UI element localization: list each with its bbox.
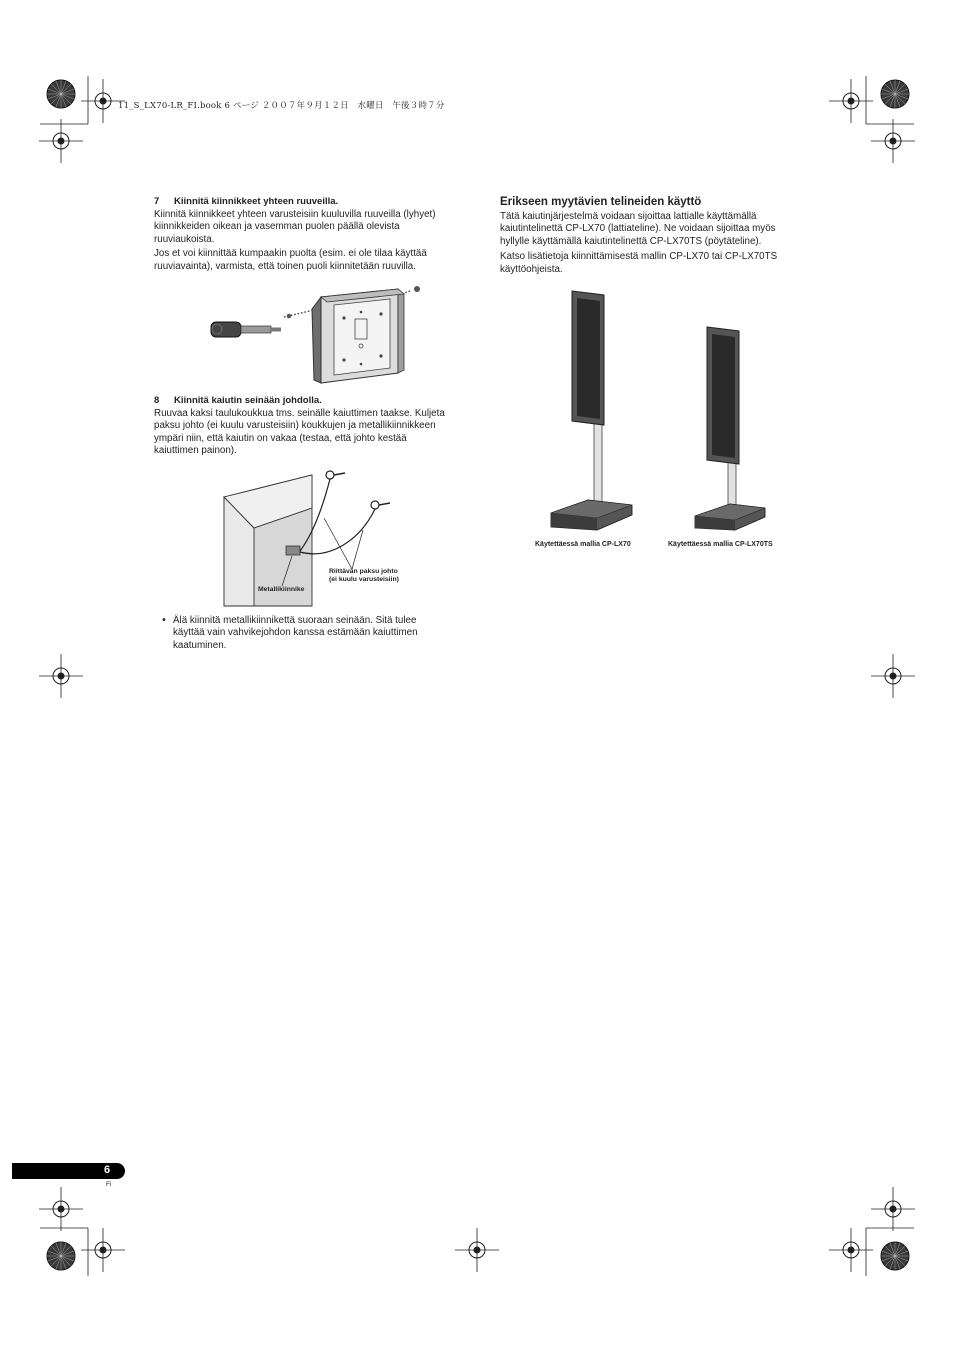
paragraph-line: Kiinnitä kiinnikkeet yhteen varusteisiin kuuluvilla ruuveilla (lyhyet) xyxy=(154,209,436,220)
step-title: Kiinnitä kiinnikkeet yhteen ruuveilla. xyxy=(174,196,339,207)
section-title: Erikseen myytävien telineiden käyttö xyxy=(500,196,702,208)
step-number: 8 xyxy=(154,395,160,406)
language-code: Fi xyxy=(106,1181,112,1188)
paragraph-line: Jos et voi kiinnittää kumpaakin puolta (esim. ei ole tilaa käyttää xyxy=(154,248,427,260)
paragraph-line: Ruuvaa kaksi taulukoukkua tms. seinälle kaiuttimen taakse. Kuljeta xyxy=(154,408,445,419)
paragraph-line: Älä kiinnitä metallikiinnikettä suoraan seinään. Sitä tulee xyxy=(173,615,417,626)
bullet-mark: • xyxy=(161,615,167,626)
table-stand-caption: Käytettäessä mallia CP-LX70TS xyxy=(668,541,773,548)
bracket-callout: Metallikiinnike xyxy=(258,586,305,593)
paragraph-line: paksu johto (ei kuulu varusteisiin) koukkujen ja metallikiinnikkeen xyxy=(154,420,436,432)
step-number: 7 xyxy=(154,196,160,207)
paragraph-line: ympäri niin, että kaiutin on vakaa (testaa, että johto kestää xyxy=(154,432,407,444)
paragraph-line: käyttöohjeista. xyxy=(500,263,563,275)
paragraph-line: kiinnikkeiden oikean ja vasemman puolen päällä olevista xyxy=(154,221,400,233)
paragraph-line: kaiuttimen painon). xyxy=(154,445,237,457)
floor-stand-caption: Käytettäessä mallia CP-LX70 xyxy=(535,541,631,548)
paragraph-line: ruuviavainta), varmista, että toinen puoli kiinnitetään ruuvilla. xyxy=(154,260,416,272)
paragraph-line: Tätä kaiutinjärjestelmä voidaan sijoittaa lattialle käyttämällä xyxy=(500,211,757,222)
paragraph-line: kaiutintelinettä CP-LX70 (lattiateline). Ne voidaan sijoittaa myös xyxy=(500,223,776,235)
paragraph-line: ruuviaukoista. xyxy=(154,233,215,245)
paragraph-line: Katso lisätietoja kiinnittämisestä mallin CP-LX70 tai CP-LX70TS xyxy=(500,251,778,263)
paragraph-line: kaatuminen. xyxy=(173,639,227,651)
page-number: 6 xyxy=(104,1164,111,1176)
step-title: Kiinnitä kaiutin seinään johdolla. xyxy=(174,395,322,406)
paragraph-line: hyllylle käyttämällä kaiutintelinettä CP-LX70TS (pöytäteline). xyxy=(500,235,762,247)
callout-line: (ei kuulu varusteisiin) xyxy=(329,576,399,583)
callout-line: Riittävän paksu johto xyxy=(329,568,398,575)
file-header: 11_S_LX70-LR_FI.book 6 ページ ２００７年９月１２日 水曜日 午後３時７分 xyxy=(118,101,445,111)
paragraph-line: käyttää vain vahvikejohdon kanssa estämään kaiuttimen xyxy=(173,627,418,639)
